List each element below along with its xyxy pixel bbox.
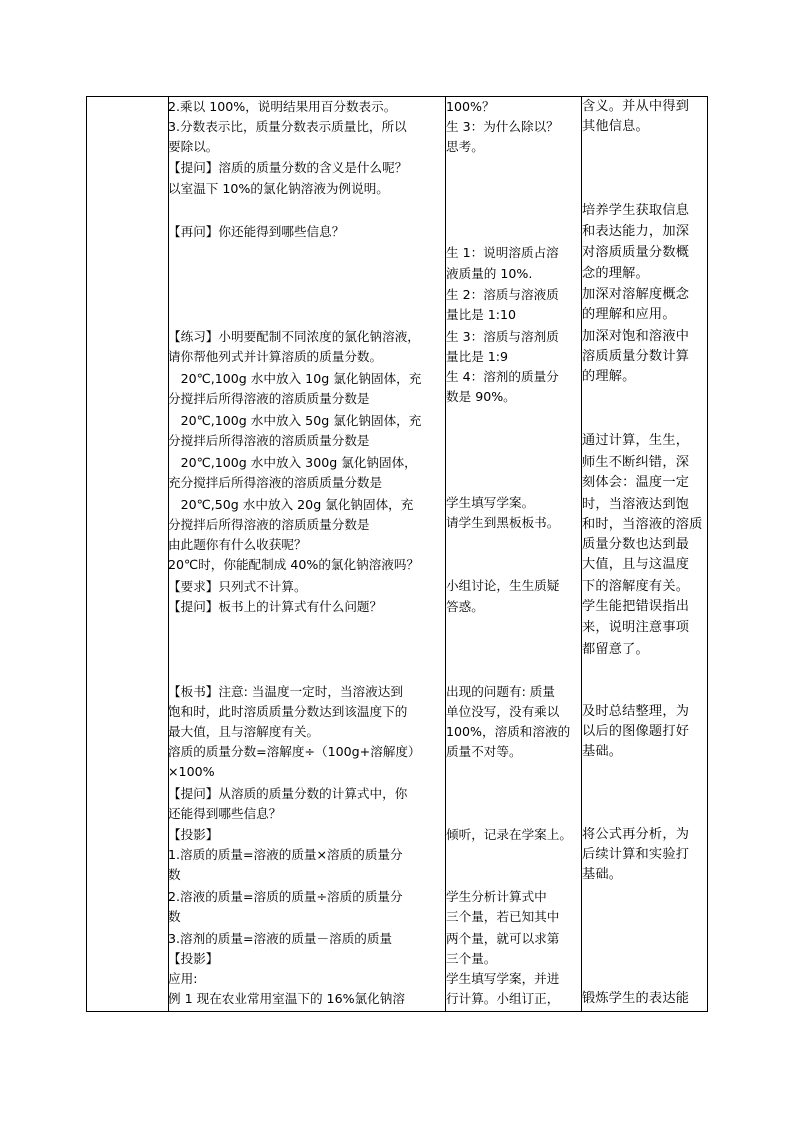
text-line bbox=[446, 158, 573, 178]
text-line: 将公式再分析，为 bbox=[582, 827, 690, 842]
text-line: 单位没写，没有乘以 bbox=[446, 704, 560, 719]
text-line bbox=[446, 845, 573, 865]
student-activity-column bbox=[446, 97, 573, 1011]
text-line: 溶质质量分数计算 bbox=[582, 349, 690, 364]
text-line: 和表达能力，加深 bbox=[582, 224, 690, 239]
text-line bbox=[446, 662, 573, 682]
text-line: 生 1：说明溶质占溶 bbox=[446, 245, 559, 260]
text-line: 【板书】注意: 当温度一定时，当溶液达到 bbox=[168, 684, 403, 699]
text-line: 质量不对等。 bbox=[446, 744, 522, 759]
text-line bbox=[168, 244, 437, 264]
text-line: 来，说明注意事项 bbox=[582, 620, 690, 635]
text-line bbox=[446, 430, 573, 450]
text-line: 量比是 1:10 bbox=[446, 307, 517, 322]
text-line: 后续计算和实验打 bbox=[582, 847, 690, 862]
text-line: 师生不断纠错，深 bbox=[582, 455, 690, 470]
text-line: 液质量的 10%. bbox=[446, 266, 533, 281]
text-line: 基础。 bbox=[582, 744, 623, 759]
text-line: 下的溶解度有关。 bbox=[582, 579, 690, 594]
text-line: 思考。 bbox=[446, 139, 484, 154]
text-line bbox=[446, 200, 573, 220]
text-line: 生 4：溶剂的质量分 bbox=[446, 369, 559, 384]
text-line: 及时总结整理，为 bbox=[582, 704, 690, 719]
text-line bbox=[446, 473, 573, 493]
text-line: 的理解。 bbox=[582, 369, 636, 384]
text-line bbox=[446, 222, 573, 242]
text-line: 培养学生获取信息 bbox=[582, 203, 690, 218]
design-intent-column bbox=[582, 97, 709, 1011]
text-line bbox=[168, 287, 437, 307]
text-line: 倾听，记录在学案上。 bbox=[446, 827, 572, 842]
text-line: 请学生到黑板板书。 bbox=[446, 515, 560, 530]
text-line: 请你帮他列式并计算溶质的质量分数。 bbox=[168, 349, 383, 364]
text-line bbox=[168, 640, 437, 660]
text-line: 20℃,100g 水中放入 50g 氯化钠固体，充 bbox=[168, 413, 422, 428]
text-line: 锻炼学生的表达能 bbox=[582, 991, 690, 1006]
text-line: 100%，溶质和溶液的 bbox=[446, 724, 571, 739]
text-line: 还能得到哪些信息？ bbox=[168, 806, 282, 821]
text-line: 学生能把错误指出 bbox=[582, 599, 690, 614]
text-line bbox=[446, 408, 573, 428]
text-line: 例 1 现在农业常用室温下的 16%氯化钠溶 bbox=[168, 991, 405, 1006]
text-line: 生 3：溶质与溶剂质 bbox=[446, 329, 559, 344]
text-line bbox=[582, 907, 709, 927]
text-line bbox=[446, 762, 573, 782]
text-line: 时，当溶液达到饱 bbox=[582, 497, 690, 512]
text-line: 生 2：溶质与溶液质 bbox=[446, 287, 559, 302]
text-line bbox=[446, 640, 573, 660]
text-line: 学生填写学案，并进 bbox=[446, 971, 560, 986]
text-line: 生 3：为什么除以？ bbox=[446, 119, 559, 134]
text-line bbox=[582, 389, 709, 409]
text-line bbox=[168, 266, 437, 286]
text-line: 和时，当溶液的溶质 bbox=[582, 517, 703, 532]
text-line: 两个量，就可以求第 bbox=[446, 931, 560, 946]
text-line: 充分搅拌后所得溶液的溶质质量分数是 bbox=[168, 475, 383, 490]
lesson-plan-table bbox=[86, 96, 708, 1012]
text-line: 20℃时，你能配制成 40%的氯化钠溶液吗？ bbox=[168, 557, 420, 572]
text-line: 学生分析计算式中 bbox=[446, 889, 547, 904]
text-line: 量比是 1:9 bbox=[446, 349, 509, 364]
text-line bbox=[582, 949, 709, 969]
text-line bbox=[582, 411, 709, 431]
text-line: 数是 90%。 bbox=[446, 389, 516, 404]
text-line: 刻体会：温度一定 bbox=[582, 475, 690, 490]
text-line bbox=[168, 662, 437, 682]
text-line bbox=[582, 139, 709, 159]
text-line bbox=[446, 865, 573, 885]
text-line bbox=[446, 557, 573, 577]
text-line bbox=[582, 784, 709, 804]
text-line: 的理解和应用。 bbox=[582, 307, 676, 322]
text-line bbox=[582, 929, 709, 949]
text-line bbox=[168, 309, 437, 329]
text-line bbox=[446, 179, 573, 199]
text-line bbox=[446, 535, 573, 555]
text-line bbox=[446, 452, 573, 472]
text-line: 出现的问题有: 质量 bbox=[446, 684, 555, 699]
text-line: 2.乘以 100%，说明结果用百分数表示。 bbox=[168, 99, 397, 114]
text-line: 对溶质质量分数概 bbox=[582, 245, 690, 260]
text-line: 【要求】只列式不计算。 bbox=[168, 579, 307, 594]
text-line bbox=[446, 618, 573, 638]
text-line: 分搅拌后所得溶液的溶质质量分数是 bbox=[168, 433, 370, 448]
text-line: 最大值，且与溶解度有关。 bbox=[168, 724, 320, 739]
text-line: 应用: bbox=[168, 971, 198, 986]
text-line: 答惑。 bbox=[446, 599, 484, 614]
text-line: 大值，且与这温度 bbox=[582, 557, 690, 572]
text-line: 三个量。 bbox=[446, 951, 497, 966]
text-line: 加深对溶解度概念 bbox=[582, 287, 690, 302]
text-line: 溶质的质量分数=溶解度÷（100g+溶解度） bbox=[168, 744, 421, 759]
text-line: 20℃,100g 水中放入 10g 氯化钠固体，充 bbox=[168, 371, 422, 386]
text-line: 3.分数表示比，质量分数表示质量比，所以 bbox=[168, 119, 407, 134]
text-line: 【投影】 bbox=[168, 951, 219, 966]
text-line: 基础。 bbox=[582, 867, 623, 882]
text-line: 学生填写学案。 bbox=[446, 495, 535, 510]
text-line: 质量分数也达到最 bbox=[582, 537, 690, 552]
text-line: 要除以。 bbox=[168, 139, 219, 154]
text-line: 100%？ bbox=[446, 99, 495, 114]
text-line: 三个量，若已知其中 bbox=[446, 909, 560, 924]
text-line bbox=[582, 682, 709, 702]
text-line: 加深对饱和溶液中 bbox=[582, 329, 690, 344]
text-line: 分搅拌后所得溶液的溶质质量分数是 bbox=[168, 517, 370, 532]
text-line: 【提问】板书上的计算式有什么问题？ bbox=[168, 599, 383, 614]
text-line: 行计算。小组订正， bbox=[446, 991, 560, 1006]
text-line: 20℃,100g 水中放入 300g 氯化钠固体， bbox=[168, 455, 417, 470]
text-line: 都留意了。 bbox=[582, 642, 649, 657]
text-line: 以后的图像题打好 bbox=[582, 724, 690, 739]
text-line bbox=[582, 887, 709, 907]
text-line: 数 bbox=[168, 909, 181, 924]
text-line bbox=[582, 181, 709, 201]
text-line: 饱和时，此时溶质质量分数达到该温度下的 bbox=[168, 704, 408, 719]
text-line bbox=[582, 762, 709, 782]
text-line: 20℃,50g 水中放入 20g 氯化钠固体，充 bbox=[168, 497, 414, 512]
text-line bbox=[168, 618, 437, 638]
text-line: 以室温下 10%的氯化钠溶液为例说明。 bbox=[168, 181, 389, 196]
text-line: ×100% bbox=[168, 764, 215, 779]
text-line: 含义。并从中得到 bbox=[582, 99, 690, 114]
text-line bbox=[168, 200, 437, 220]
text-line: 【再问】你还能得到哪些信息？ bbox=[168, 224, 345, 239]
text-line: 2.溶液的质量=溶质的质量÷溶质的质量分 bbox=[168, 889, 403, 904]
text-line: 分搅拌后所得溶液的溶质质量分数是 bbox=[168, 391, 370, 406]
text-line: 其他信息。 bbox=[582, 119, 649, 134]
text-line: 通过计算，生生， bbox=[582, 433, 690, 448]
text-line: 1.溶质的质量=溶液的质量×溶质的质量分 bbox=[168, 847, 403, 862]
text-line: 【练习】小明要配制不同浓度的氯化钠溶液， bbox=[168, 329, 420, 344]
text-line: 3.溶剂的质量=溶液的质量－溶质的质量 bbox=[168, 931, 393, 946]
text-line: 由此题你有什么收获呢？ bbox=[168, 537, 307, 552]
text-line bbox=[582, 804, 709, 824]
text-line bbox=[582, 159, 709, 179]
text-line: 【投影】 bbox=[168, 827, 219, 842]
text-line bbox=[582, 969, 709, 989]
text-line bbox=[446, 804, 573, 824]
text-line: 念的理解。 bbox=[582, 266, 649, 281]
text-line: 小组讨论，生生质疑 bbox=[446, 578, 560, 593]
text-line bbox=[446, 784, 573, 804]
teacher-activity-column bbox=[168, 97, 437, 1011]
text-line: 【提问】从溶质的质量分数的计算式中，你 bbox=[168, 786, 408, 801]
text-line: 数 bbox=[168, 867, 181, 882]
text-line: 【提问】溶质的质量分数的含义是什么呢？ bbox=[168, 160, 408, 175]
text-line bbox=[582, 662, 709, 682]
